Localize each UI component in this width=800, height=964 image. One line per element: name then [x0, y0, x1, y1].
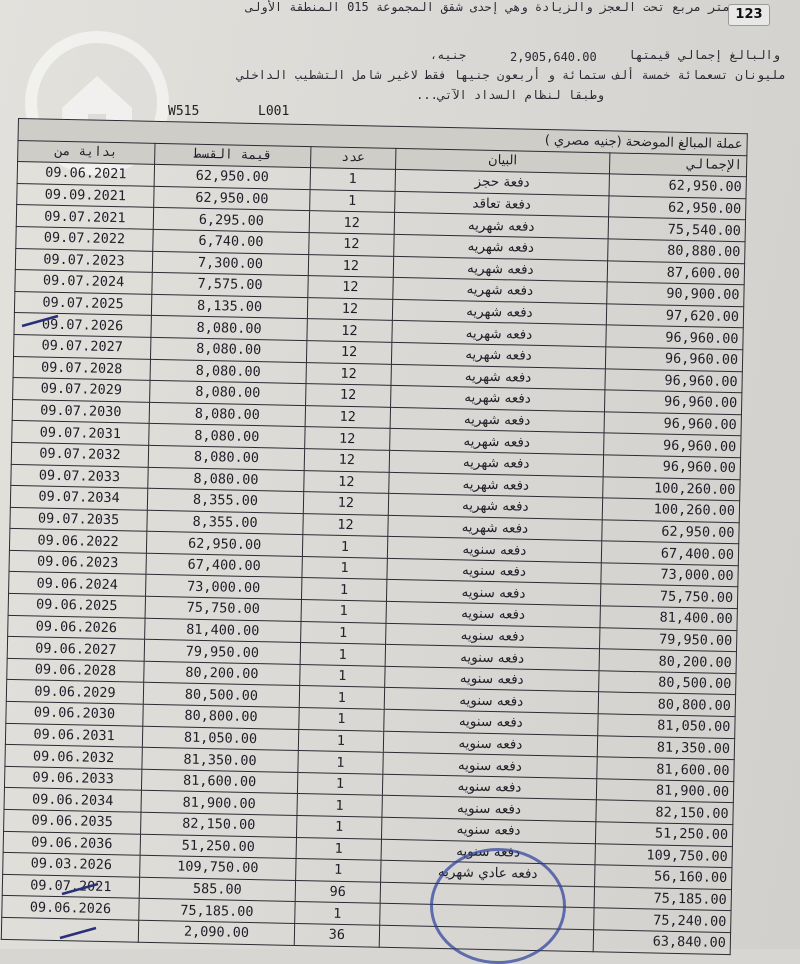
row-date: 09.07.2034: [10, 486, 147, 510]
row-description: دفعه سنويه: [385, 645, 600, 671]
row-count: 1: [300, 643, 385, 666]
row-description: دفعه شهريه: [394, 213, 609, 239]
row-total: 96,960.00: [604, 412, 741, 436]
row-amount: 82,150.00: [140, 812, 297, 837]
row-total: 81,050.00: [598, 714, 735, 738]
currency-note: عملة المبالغ الموضحة (جنيه مصري ): [18, 119, 747, 156]
row-count: 12: [308, 254, 393, 277]
row-count: 12: [307, 297, 392, 320]
row-date: 09.07.2021: [2, 874, 139, 898]
row-description: دفعه سنويه: [385, 623, 600, 649]
row-total: 109,750.00: [595, 843, 732, 867]
row-date: 09.06.2026: [8, 615, 145, 639]
row-date: 09.09.2021: [17, 183, 154, 207]
row-amount: 8,080.00: [149, 424, 306, 449]
row-count: 1: [297, 794, 382, 817]
row-total: 75,185.00: [594, 887, 731, 911]
row-amount: 8,080.00: [150, 337, 307, 362]
row-amount: 8,135.00: [151, 294, 308, 319]
row-date: 09.07.2028: [13, 356, 150, 380]
row-total: 67,400.00: [601, 541, 738, 565]
row-description: دفعه شهريه: [392, 299, 607, 325]
row-description: دفعه سنويه: [384, 666, 599, 692]
row-description: دفعه سنويه: [387, 537, 602, 563]
row-count: 1: [298, 729, 383, 752]
row-count: 12: [306, 362, 391, 385]
row-total: 96,960.00: [605, 347, 742, 371]
row-count: 1: [300, 664, 385, 687]
row-amount: 8,080.00: [149, 402, 306, 427]
row-total: 63,840.00: [593, 930, 730, 954]
row-total: 96,960.00: [605, 368, 742, 392]
row-amount: 8,080.00: [151, 316, 308, 341]
row-description: دفعه شهريه: [388, 493, 603, 519]
row-date: 09.07.2031: [12, 421, 149, 445]
row-amount: 75,750.00: [145, 596, 302, 621]
row-date: 09.07.2024: [15, 270, 152, 294]
row-description: دفعه شهريه: [388, 472, 603, 498]
col-header-count: عدد: [311, 146, 396, 169]
row-description: دفعه شهريه: [388, 515, 603, 541]
col-header-description: البيان: [395, 148, 610, 174]
header-total-amount: 2,905,640.00: [510, 50, 597, 64]
row-date: 09.07.2027: [14, 334, 151, 358]
row-count: 96: [295, 880, 380, 903]
row-date: 09.06.2033: [4, 766, 141, 790]
row-date: 09.06.2023: [9, 550, 146, 574]
row-total: 96,960.00: [603, 455, 740, 479]
header-line-4: وطبقا لنظام السداد الآتي...: [416, 88, 604, 102]
row-description: دفعه عادي شهريه: [380, 860, 595, 886]
row-amount: 81,900.00: [141, 791, 298, 816]
row-amount: 2,090.00: [138, 920, 295, 945]
row-description: دفعه سنويه: [386, 601, 601, 627]
row-total: 100,260.00: [603, 476, 740, 500]
row-total: 56,160.00: [595, 865, 732, 889]
col-header-amount: قيمة القسط: [154, 143, 311, 168]
pen-tick-mark: [20, 312, 60, 332]
row-count: 1: [298, 751, 383, 774]
row-amount: 81,350.00: [142, 747, 299, 772]
row-amount: 8,080.00: [148, 445, 305, 470]
row-amount: 8,080.00: [150, 380, 307, 405]
row-count: 1: [297, 772, 382, 795]
row-date: 09.06.2030: [6, 701, 143, 725]
row-total: 80,200.00: [599, 649, 736, 673]
row-total: 81,400.00: [600, 606, 737, 630]
row-description: دفعه سنويه: [383, 753, 598, 779]
row-total: 75,540.00: [608, 217, 745, 241]
row-date: 09.06.2029: [6, 680, 143, 704]
row-description: دفعة تعاقد: [394, 191, 609, 217]
row-description: دفعه سنويه: [383, 731, 598, 757]
row-amount: 62,950.00: [146, 532, 303, 557]
row-count: 12: [306, 384, 391, 407]
row-count: 12: [305, 405, 390, 428]
row-amount: 62,950.00: [154, 186, 311, 211]
row-count: 12: [307, 319, 392, 342]
row-amount: 67,400.00: [146, 553, 303, 578]
header-line-2-label: والبالغ إجمالي قيمتها: [628, 48, 780, 62]
row-count: 12: [306, 341, 391, 364]
row-amount: 6,740.00: [153, 229, 310, 254]
row-description: دفعه شهريه: [391, 364, 606, 390]
row-total: 80,800.00: [598, 692, 735, 716]
row-count: 1: [296, 859, 381, 882]
row-description: دفعه شهريه: [390, 407, 605, 433]
col-header-total: الإجمالي: [610, 152, 747, 176]
row-total: 73,000.00: [601, 563, 738, 587]
row-amount: 75,185.00: [139, 899, 296, 924]
row-description: دفعه سنويه: [387, 558, 602, 584]
row-total: 82,150.00: [596, 800, 733, 824]
row-amount: 81,400.00: [145, 618, 302, 643]
row-description: دفعه شهريه: [390, 385, 605, 411]
row-date: 09.06.2031: [5, 723, 142, 747]
row-count: 12: [304, 448, 389, 471]
row-total: 79,950.00: [600, 627, 737, 651]
row-count: 1: [310, 168, 395, 191]
unit-code-2: L001: [258, 104, 290, 119]
row-date: 09.07.2025: [14, 291, 151, 315]
row-date: 09.07.2021: [16, 205, 153, 229]
row-date: 09.07.2023: [15, 248, 152, 272]
row-date: 09.06.2034: [4, 788, 141, 812]
row-date: 09.06.2035: [4, 809, 141, 833]
row-count: 1: [299, 708, 384, 731]
row-amount: 7,575.00: [152, 273, 309, 298]
row-total: 96,960.00: [606, 325, 743, 349]
row-total: 81,600.00: [597, 757, 734, 781]
official-stamp-icon: [430, 848, 566, 964]
payment-schedule-table: [1, 118, 748, 955]
col-header-date: بداية من: [18, 140, 155, 164]
row-total: 100,260.00: [602, 498, 739, 522]
row-amount: 73,000.00: [145, 575, 302, 600]
pen-tick-mark: [58, 924, 98, 944]
row-description: دفعه سنويه: [382, 796, 597, 822]
row-amount: 8,080.00: [148, 467, 305, 492]
row-amount: 7,300.00: [152, 251, 309, 276]
row-description: دفعه سنويه: [381, 839, 596, 865]
row-description: دفعه شهريه: [393, 278, 608, 304]
row-description: دفعة حجز: [395, 170, 610, 196]
row-description: دفعه شهريه: [393, 256, 608, 282]
row-description: دفعه سنويه: [381, 817, 596, 843]
row-date: 09.07.2030: [12, 399, 149, 423]
row-date: 09.07.2029: [13, 378, 150, 402]
row-count: 1: [302, 535, 387, 558]
row-date: 09.06.2027: [7, 637, 144, 661]
row-amount: 8,355.00: [147, 488, 304, 513]
row-date: 09.07.2022: [16, 226, 153, 250]
row-amount: 6,295.00: [153, 208, 310, 233]
row-count: 12: [305, 427, 390, 450]
row-total: 97,620.00: [606, 304, 743, 328]
row-count: 1: [296, 837, 381, 860]
row-date: 09.06.2025: [8, 593, 145, 617]
row-count: 1: [302, 556, 387, 579]
row-description: دفعه شهريه: [391, 342, 606, 368]
row-amount: 80,800.00: [143, 704, 300, 729]
pen-tick-mark: [60, 880, 100, 900]
row-amount: 79,950.00: [144, 640, 301, 665]
row-count: 1: [301, 600, 386, 623]
row-date: 09.03.2026: [3, 853, 140, 877]
row-total: 80,500.00: [599, 671, 736, 695]
row-total: 90,900.00: [607, 282, 744, 306]
row-total: 96,960.00: [604, 433, 741, 457]
row-count: 1: [310, 189, 395, 212]
row-description: دفعه شهريه: [392, 321, 607, 347]
row-date: 09.06.2036: [3, 831, 140, 855]
row-description: دفعه سنويه: [384, 688, 599, 714]
row-count: 12: [303, 492, 388, 515]
row-date: 09.06.2026: [2, 896, 139, 920]
row-date: 09.06.2028: [7, 658, 144, 682]
row-date: 09.07.2033: [11, 464, 148, 488]
row-count: 12: [308, 276, 393, 299]
row-total: 62,950.00: [609, 174, 746, 198]
unit-code-1: W515: [168, 104, 200, 119]
row-description: دفعه شهريه: [393, 234, 608, 260]
header-currency: جنيه،: [430, 48, 467, 62]
row-total: 81,900.00: [596, 779, 733, 803]
row-date: 09.06.2024: [9, 572, 146, 596]
header-line-1: متر مربع تحت العجز والزيادة وهي إحدى شقق المجموعة 015 المنطقة الأولى: [245, 0, 730, 14]
row-count: 1: [299, 686, 384, 709]
row-description: دفعه سنويه: [383, 709, 598, 735]
row-total: 80,880.00: [608, 239, 745, 263]
row-count: 1: [295, 902, 380, 925]
row-amount: 80,500.00: [143, 683, 300, 708]
row-count: 12: [303, 513, 388, 536]
row-total: 75,240.00: [594, 908, 731, 932]
row-total: 62,950.00: [609, 196, 746, 220]
row-description: دفعه سنويه: [386, 580, 601, 606]
row-count: 36: [294, 923, 379, 946]
row-amount: 109,750.00: [140, 855, 297, 880]
row-date: 09.06.2021: [17, 162, 154, 186]
row-total: 51,250.00: [595, 822, 732, 846]
row-amount: 81,600.00: [141, 769, 298, 794]
row-count: 12: [304, 470, 389, 493]
row-amount: 51,250.00: [140, 834, 297, 859]
row-date: 09.06.2022: [9, 529, 146, 553]
row-total: 62,950.00: [602, 520, 739, 544]
row-date: 09.07.2026: [14, 313, 151, 337]
row-count: 1: [302, 578, 387, 601]
row-total: 96,960.00: [605, 390, 742, 414]
row-amount: 585.00: [139, 877, 296, 902]
row-count: 12: [309, 211, 394, 234]
page-number-badge: 123: [728, 4, 770, 26]
row-date: 09.06.2032: [5, 745, 142, 769]
row-count: 12: [309, 233, 394, 256]
row-amount: 80,200.00: [144, 661, 301, 686]
row-description: دفعه شهريه: [389, 429, 604, 455]
header-line-3: مليونان تسعمائة خمسة ألف ستمائة و أربعون جنيها فقط لاغير شامل التشطيب الداخلي: [236, 68, 786, 82]
row-description: دفعه شهريه: [389, 450, 604, 476]
row-description: دفعه سنويه: [382, 774, 597, 800]
row-amount: 8,355.00: [147, 510, 304, 535]
row-total: 87,600.00: [607, 260, 744, 284]
row-amount: 8,080.00: [150, 359, 307, 384]
row-date: 09.07.2035: [10, 507, 147, 531]
row-count: 1: [301, 621, 386, 644]
row-amount: 81,050.00: [142, 726, 299, 751]
row-total: 75,750.00: [600, 584, 737, 608]
row-amount: 62,950.00: [154, 165, 311, 190]
row-count: 1: [297, 815, 382, 838]
row-date: 09.07.2032: [11, 442, 148, 466]
row-total: 81,350.00: [597, 735, 734, 759]
